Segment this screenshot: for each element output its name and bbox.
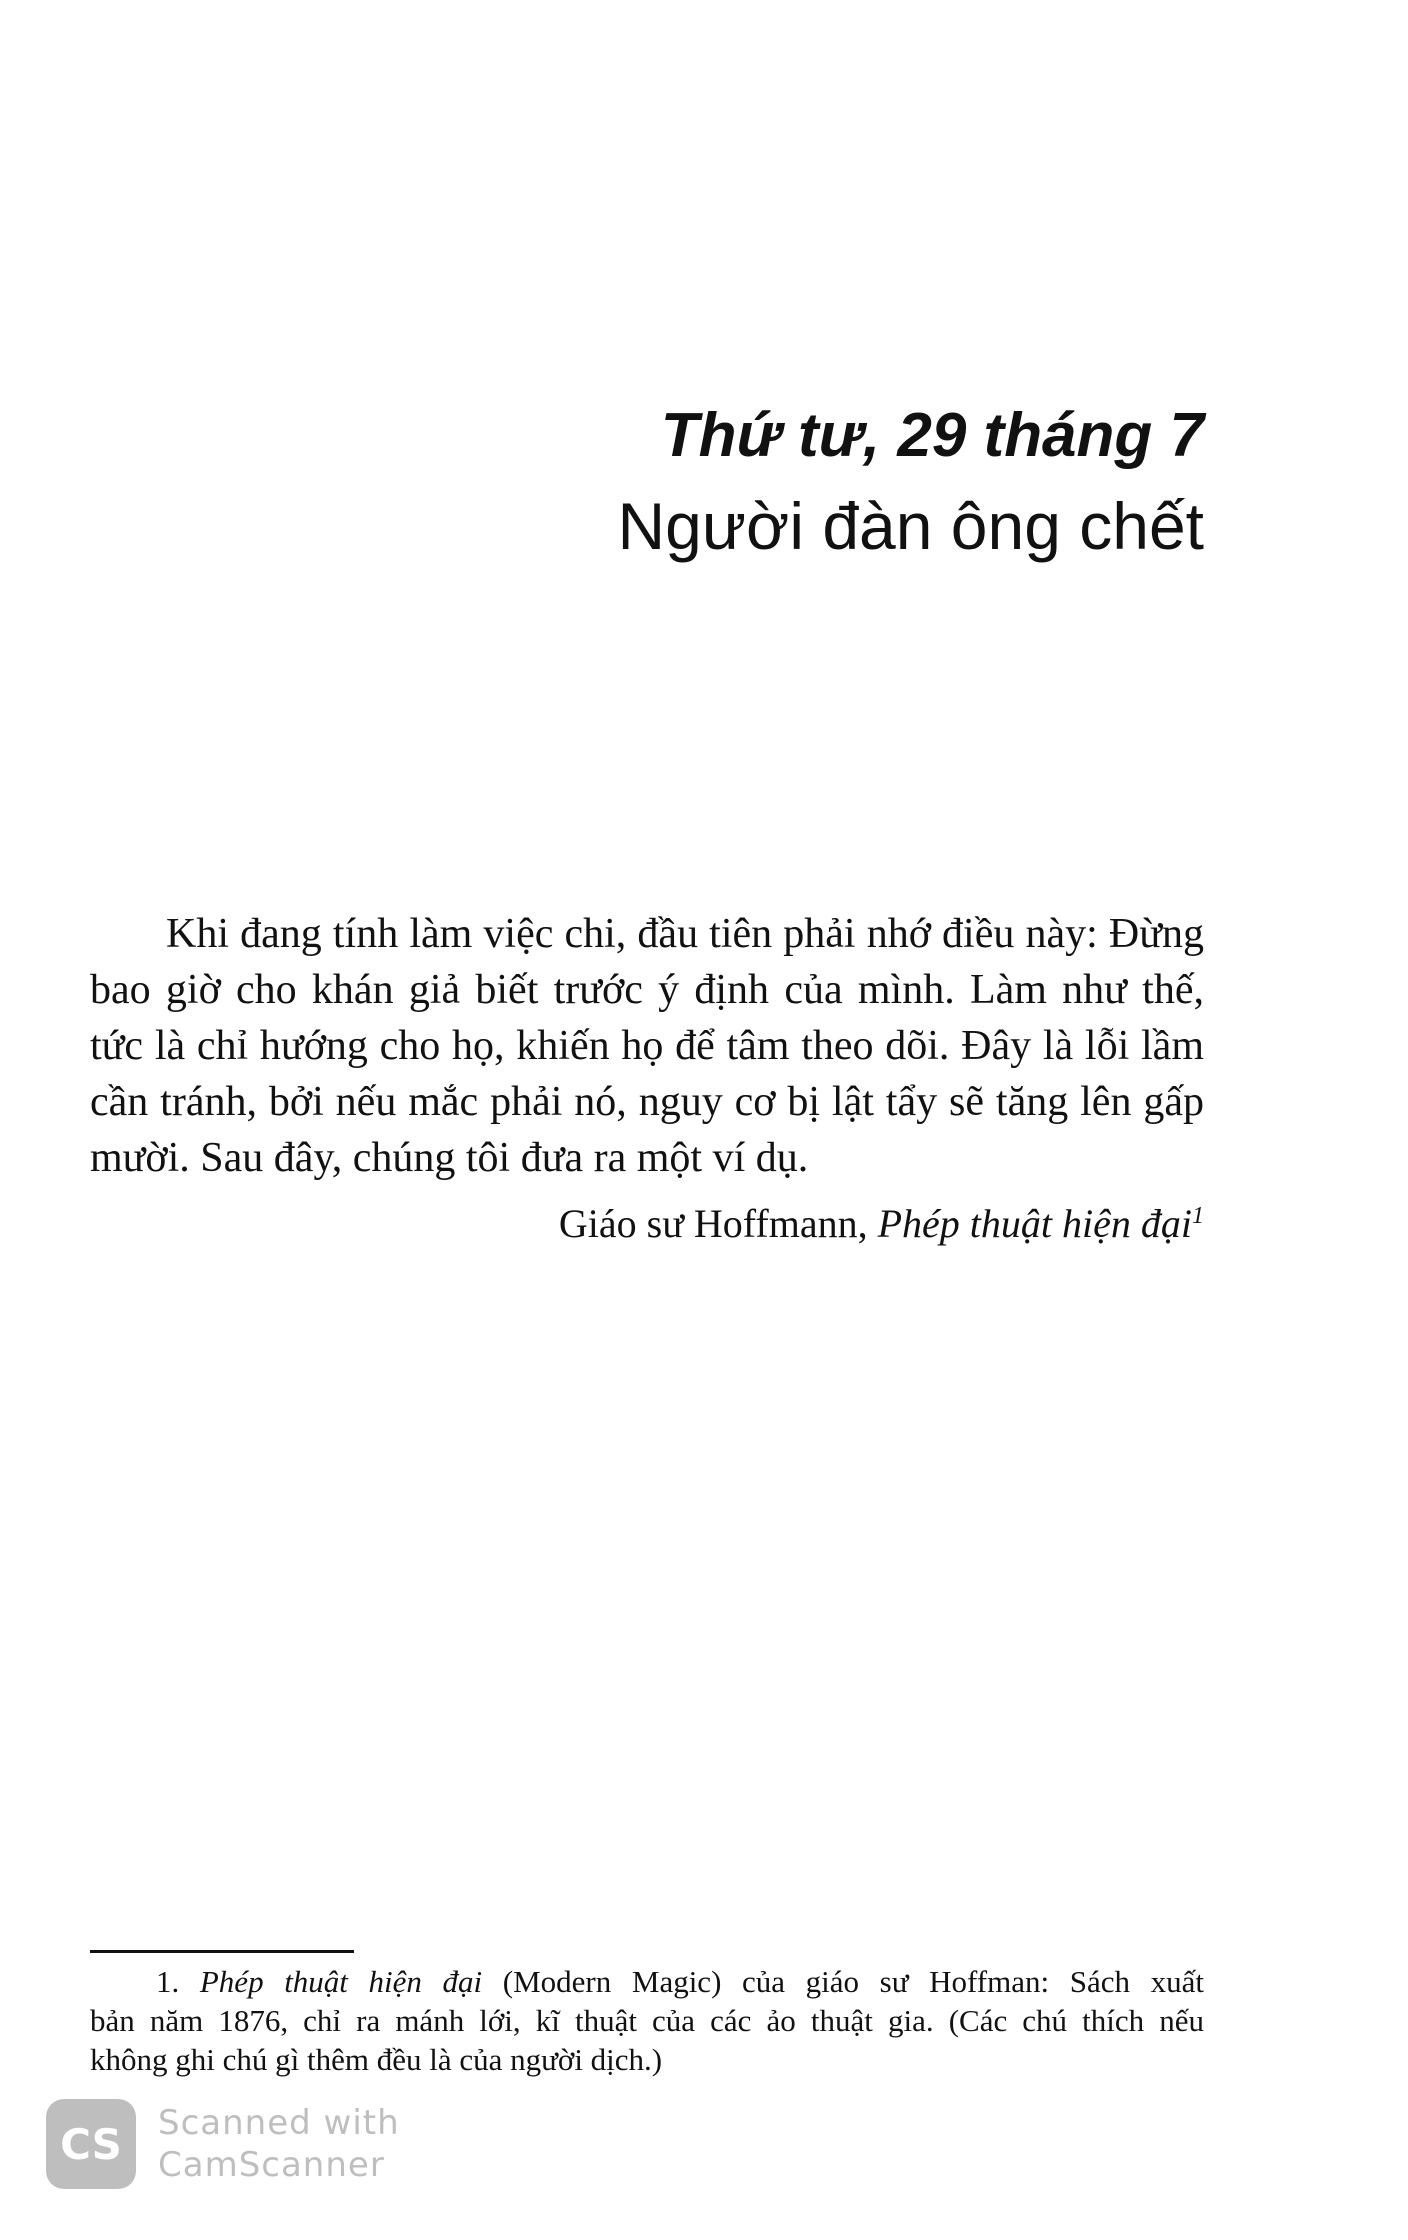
camscanner-watermark [46,2096,400,2192]
footnote-line: không ghi chú gì thêm đều là của người dịch.) [90,2042,663,2077]
footnote-reference-mark: 1 [1192,1203,1204,1229]
footnote-text: (Modern Magic) của giáo sư Hoffman: Sách xuất [482,1964,1204,1999]
footnote-line: bản năm 1876, chỉ ra mánh lới, kĩ thuật của các ảo thuật gia. (Các chú thích nếu [90,2003,1204,2038]
footnote-italic-title: Phép thuật hiện đại [199,1964,483,1999]
chapter-title: Người đàn ông chết [617,489,1204,563]
attribution-work-title: Phép thuật hiện đại [877,1201,1192,1246]
epigraph [90,906,1204,1186]
chapter-date: Thứ tư, 29 tháng 7 [660,401,1204,470]
footnote [90,1962,1204,2079]
epigraph-line: tức là chỉ hướng cho họ, khiến họ để tâm theo dõi. Đây là lỗi lầm [90,1023,1204,1069]
footnote-line [90,1962,1204,2001]
epigraph-line: Khi đang tính làm việc chi, đầu tiên phải nhớ điều này: Đừng [166,911,1204,957]
watermark-text [158,2102,400,2186]
watermark-line-1: Scanned with [158,2103,400,2143]
camscanner-logo-icon [46,2099,136,2189]
epigraph-line: bao giờ cho khán giả biết trước ý định của mình. Làm như thế, [90,967,1204,1013]
watermark-line-2: CamScanner [158,2145,385,2185]
attribution-author: Giáo sư Hoffmann, [558,1201,878,1246]
camscanner-logo-text: CS [60,2120,122,2169]
epigraph-line: mười. Sau đây, chúng tôi đưa ra một ví dụ. [90,1135,809,1181]
epigraph-line: cần tránh, bởi nếu mắc phải nó, nguy cơ bị lật tẩy sẽ tăng lên gấp [90,1079,1204,1125]
footnote-number: 1. [156,1964,200,1999]
epigraph-attribution [559,1196,1204,1252]
footnote-divider [90,1950,354,1953]
